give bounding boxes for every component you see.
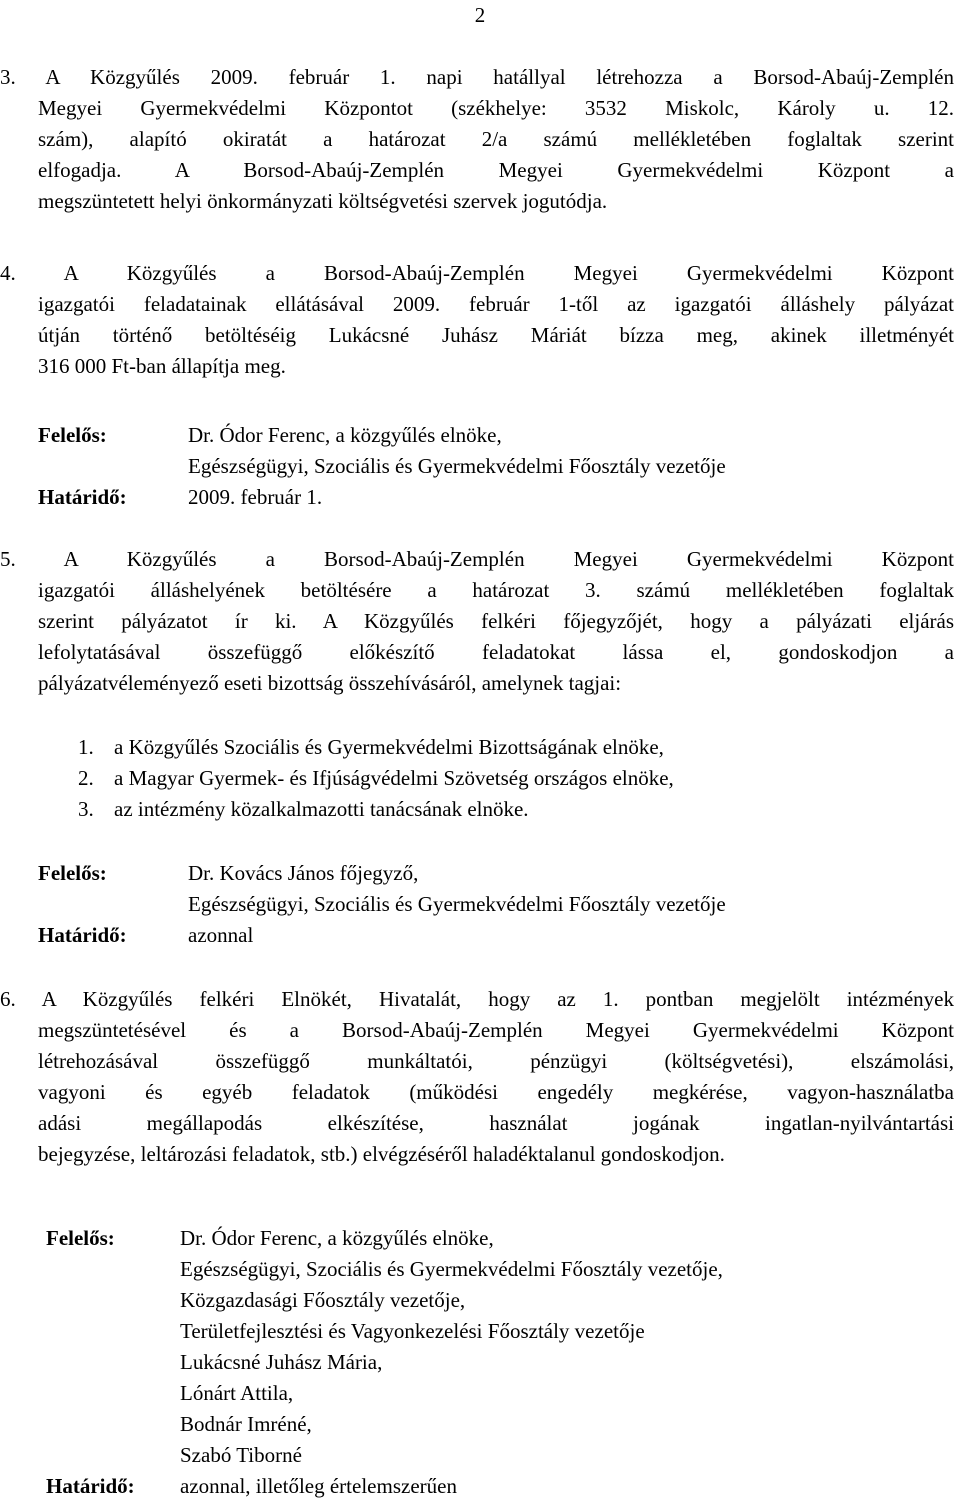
felelos-label: Felelős: (38, 861, 107, 885)
felelos-person: Egészségügyi, Szociális és Gyermekvédelmi Főosztály vezetője (188, 454, 726, 478)
p4-responsibility (38, 420, 726, 482)
p6-line-6: bejegyzése, leltározási feladatok, stb.) elvégzéséről haladéktalanul gondoskodjon. (38, 1142, 725, 1166)
hatarido-label: Határidő: (38, 485, 127, 509)
paragraph-4 (0, 258, 954, 382)
p6-line-3: létrehozásával összefüggő munkáltatói, pénzügyi (költségvetési), elszámolási, (38, 1049, 954, 1073)
hatarido-value: azonnal (188, 923, 254, 947)
committee-members-list (78, 732, 674, 825)
p5-line-1: 5. A Közgyűlés a Borsod-Abaúj-Zemplén Megyei Gyermekvédelmi Központ (0, 547, 954, 571)
p4-deadline (38, 482, 322, 513)
page-number: 2 (474, 3, 486, 27)
p4-line-1: 4. A Közgyűlés a Borsod-Abaúj-Zemplén Megyei Gyermekvédelmi Központ (0, 261, 954, 285)
hatarido-value: 2009. február 1. (188, 485, 323, 509)
p3-line-2: Megyei Gyermekvédelmi Központot (székhelye: 3532 Miskolc, Károly u. 12. (38, 96, 954, 120)
felelos-person: Dr. Ódor Ferenc, a közgyűlés elnöke, (188, 423, 502, 447)
list-item: 1. a Közgyűlés Szociális és Gyermekvédelmi Bizottságának elnöke, (78, 735, 664, 759)
p6-line-4: vagyoni és egyéb feladatok (működési engedély megkérése, vagyon-használatba (38, 1080, 954, 1104)
p4-line-4: 316 000 Ft-ban állapítja meg. (38, 354, 286, 378)
p6-deadline (46, 1471, 457, 1502)
p5-responsibility (38, 858, 726, 951)
p5-line-3: szerint pályázatot ír ki. A Közgyűlés felkéri főjegyzőjét, hogy a pályázati eljárás (38, 609, 954, 633)
felelos-person: Lónárt Attila, (180, 1381, 294, 1405)
p6-line-1: 6. A Közgyűlés felkéri Elnökét, Hivatalát, hogy az 1. pontban megjelölt intézmények (0, 987, 954, 1011)
p4-line-3: útján történő betöltéséig Lukácsné Juhász Máriát bízza meg, akinek illetményét (38, 323, 954, 347)
felelos-person: Területfejlesztési és Vagyonkezelési Főosztály vezetője (180, 1319, 645, 1343)
felelos-person: Lukácsné Juhász Mária, (180, 1350, 383, 1374)
paragraph-6 (0, 984, 954, 1170)
p6-line-2: megszüntetésével és a Borsod-Abaúj-Zemplén Megyei Gyermekvédelmi Központ (38, 1018, 954, 1042)
felelos-person: Bodnár Imréné, (180, 1412, 312, 1436)
p4-line-2: igazgatói feladatainak ellátásával 2009. február 1-től az igazgatói álláshely pályázat (38, 292, 954, 316)
p3-line-5: megszüntetett helyi önkormányzati költségvetési szervek jogutódja. (38, 189, 608, 213)
p3-line-1: 3. A Közgyűlés 2009. február 1. napi hatállyal létrehozza a Borsod-Abaúj-Zemplén (0, 65, 954, 89)
p3-line-4: elfogadja. A Borsod-Abaúj-Zemplén Megyei Gyermekvédelmi Központ a (38, 158, 954, 182)
felelos-person: Egészségügyi, Szociális és Gyermekvédelmi Főosztály vezetője (188, 892, 726, 916)
hatarido-label: Határidő: (38, 923, 127, 947)
p5-line-5: pályázatvéleményező eseti bizottság összehívásáról, amelynek tagjai: (38, 671, 622, 695)
paragraph-5 (0, 544, 954, 699)
hatarido-value: azonnal, illetőleg értelemszerűen (180, 1474, 457, 1498)
felelos-person: Egészségügyi, Szociális és Gyermekvédelmi Főosztály vezetője, (180, 1257, 723, 1281)
p5-line-2: igazgatói álláshelyének betöltésére a határozat 3. számú mellékletében foglaltak (38, 578, 954, 602)
p3-line-3: szám), alapító okiratát a határozat 2/a számú mellékletében foglaltak szerint (38, 127, 954, 151)
p6-line-5: adási megállapodás elkészítése, használat jogának ingatlan-nyilvántartási (38, 1111, 954, 1135)
list-item: 2. a Magyar Gyermek- és Ifjúságvédelmi Szövetség országos elnöke, (78, 766, 674, 790)
felelos-person: Közgazdasági Főosztály vezetője, (180, 1288, 466, 1312)
p5-line-4: lefolytatásával összefüggő előkészítő feladatokat lássa el, gondoskodjon a (38, 640, 954, 664)
p6-responsibility (46, 1223, 723, 1471)
hatarido-label: Határidő: (46, 1474, 135, 1498)
felelos-label: Felelős: (38, 423, 107, 447)
felelos-person: Dr. Kovács János főjegyző, (188, 861, 419, 885)
felelos-person: Dr. Ódor Ferenc, a közgyűlés elnöke, (180, 1226, 494, 1250)
list-item: 3. az intézmény közalkalmazotti tanácsának elnöke. (78, 797, 529, 821)
felelos-person: Szabó Tiborné (180, 1443, 302, 1467)
felelos-label: Felelős: (46, 1226, 115, 1250)
paragraph-3 (0, 62, 954, 217)
